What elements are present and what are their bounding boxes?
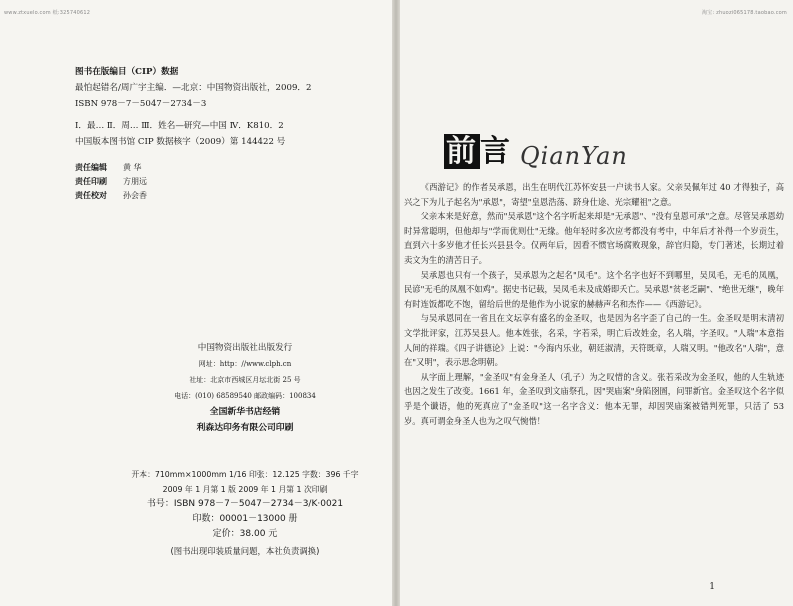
copyright-page <box>0 0 396 606</box>
cip-line-4: 中国版本图书馆 CIP 数据核字（2009）第 144422 号 <box>75 137 286 147</box>
cip-line-1: 最怕起错名/周广宇主编．—北京：中国物资出版社，2009．2 <box>75 83 312 93</box>
publisher-distributor: 全国新华书店经销 <box>209 407 281 417</box>
preface-title <box>444 126 512 170</box>
preface-paragraph: 《西游记》的作者吴承恩，出生在明代江苏怀安县一户读书人家。父亲吴佩年过 40 才得独子，高兴之下为儿子起名为"承恩"，寄望"皇恩浩荡、跻身仕途、光宗耀祖"之意。 <box>404 182 784 207</box>
preface-paragraph: 与吴承恩同在一省且在文坛享有盛名的金圣叹，也是因为名字歪了自己的一生。金圣叹是明末清初文学批评家，江苏吴县人。他本姓张，名采，字若采，明亡后改姓金，名人瑞，字圣叹。"人瑞"本意指人间的祥瑞。《四子讲德论》上说："今海内乐业，朝廷淑清，天符既章，人瑞又明。"他改名"人瑞"，意在"又明"，表示思念明朝。 <box>404 313 784 368</box>
preface-title-rest: 言 <box>480 134 512 169</box>
cip-line-3: Ⅰ．最… Ⅱ．周… Ⅲ．姓名—研究—中国 Ⅳ．K810．2 <box>75 121 284 131</box>
preface-paragraph: 从字面上理解，"金圣叹"有金身圣人（孔子）为之叹惜的含义。张若采改为金圣叹，他的人生轨迹也因之发生了改变。1661 年，金圣叹到文庙祭孔，因"哭庙案"身陷囹圄，问罪新官。金圣叹这个名字似乎是个谶语，他的死真应了"金圣叹"这一名字含义：他本无罪，却因哭庙案被错判死罪，只活了 53 岁。真可谓金身圣人也为之叹气惋惜！ <box>404 371 784 426</box>
spec-format: 开本：710mm×1000mm 1/16 印张：12.125 字数：396 千字 <box>131 470 359 479</box>
publisher-block <box>140 340 350 436</box>
editor-row <box>75 175 147 189</box>
editor-row <box>75 189 147 203</box>
preface-pinyin: QianYan <box>520 142 628 170</box>
cip-block <box>75 64 385 150</box>
publisher-name: 中国物资出版社出版发行 <box>197 343 293 353</box>
publisher-printer: 利森达印务有限公司印刷 <box>196 423 294 433</box>
publisher-address: 社址：北京市西城区月坛北街 25 号 <box>189 376 301 384</box>
editor-name: 黄 华 <box>123 163 142 172</box>
print-specs <box>100 467 390 559</box>
spec-print-run: 印数：00001－13000 册 <box>192 514 298 524</box>
editor-row <box>75 161 147 175</box>
page-number: 1 <box>709 582 715 592</box>
editor-role: 责任印刷 <box>75 177 107 186</box>
book-gutter <box>392 0 400 606</box>
spec-notice: (图书出现印装质量问题，本社负责调换) <box>170 546 320 556</box>
publisher-website: 网址：http：//www.clph.cn <box>198 360 292 368</box>
editor-name: 方朋远 <box>123 177 147 186</box>
cip-title: 图书在版编目（CIP）数据 <box>75 67 179 77</box>
preface-paragraph: 父亲本来是好意，然而"吴承恩"这个名字听起来却是"无承恩"、"没有皇恩可承"之意。尽管吴承恩幼时异常聪明，但他却与"学而优则仕"无缘。他年轻时多次应考都没有考中，中年后才补得一个岁贡生，直到六十多岁他才任长兴县县令。仅两年后，因看不惯官场腐败现象，辞官归隐，专门著述，长期过着卖文为生的清苦日子。 <box>404 211 784 265</box>
preface-body <box>404 180 784 428</box>
spec-isbn: 书号：ISBN 978－7－5047－2734－3/K·0021 <box>146 499 344 509</box>
spec-price: 定价：38.00 元 <box>212 529 278 539</box>
publisher-phone: 电话：(010) 68589540 邮政编码：100834 <box>174 392 316 400</box>
editor-role: 责任校对 <box>75 191 107 200</box>
preface-title-first: 前 <box>446 134 478 169</box>
editor-role: 责任编辑 <box>75 163 107 172</box>
scan-watermark-left: www.ztxuelo.com 纸:325740612 <box>4 10 91 16</box>
spec-edition: 2009 年 1 月第 1 版 2009 年 1 月第 1 次印刷 <box>162 485 328 494</box>
editor-credits <box>75 161 147 203</box>
scan-watermark-right: 淘宝: zhuozi065178.taobao.com <box>702 10 787 16</box>
preface-paragraph: 吴承恩也只有一个孩子，吴承恩为之起名"凤毛"。这个名字也好不到哪里，吴凤毛，无毛的凤凰，民谚"无毛的凤凰不如鸡"。据史书记载，吴凤毛未及成婚即夭亡。吴承恩"贫老乏嗣"、"绝世无继"，晚年有时连饭都吃不饱，留给后世的是他作为小说家的赫赫声名和杰作——《西游记》。 <box>404 269 784 309</box>
editor-name: 孙会香 <box>123 191 147 200</box>
preface-heading <box>444 126 628 170</box>
cip-line-2: ISBN 978－7－5047－2734－3 <box>75 99 207 109</box>
